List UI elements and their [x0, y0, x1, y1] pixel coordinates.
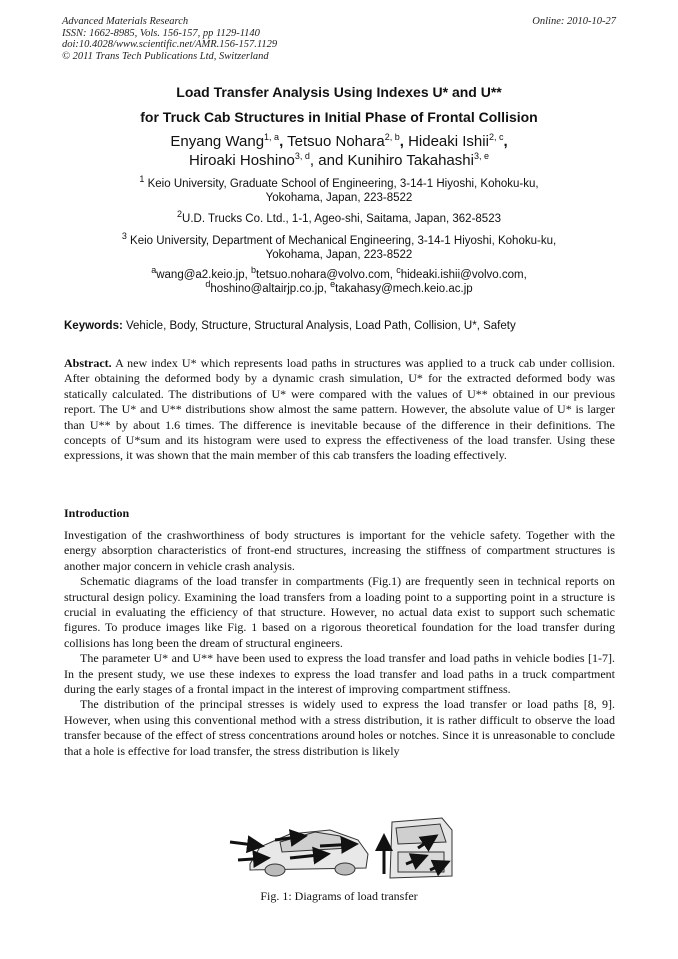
- truck-cab-diagram: [390, 818, 452, 878]
- keywords: [64, 320, 516, 332]
- paragraph: The distribution of the principal stresses is widely used to express the load transfer or load paths [8, 9]. However, when using this conventional method with a stress distribution, it is rather difficult to observe the load transfer because of the effect of stress concentrations around holes or notches. Since it is unreasonable to conclude that a hole is effective for load transfer, the stress distribution is likely: [64, 697, 615, 758]
- affiliation-3: [40, 231, 638, 262]
- email-sup: d: [205, 279, 211, 290]
- author-line-1: [40, 132, 638, 151]
- author-separator: ,: [503, 133, 508, 150]
- paragraph: The parameter U* and U** have been used to express the load transfer and load paths in vehicle bodies [1-7]. In the present study, we use these indexes to express the load transfer and load paths in a truck compartment during the early stages of a frontal impact in the interest of improving compartment stiffness.: [64, 651, 615, 697]
- affiliation-1: [40, 174, 638, 205]
- affiliation-num: 3: [121, 231, 127, 242]
- abstract: [64, 356, 615, 464]
- email-sup: e: [330, 279, 336, 290]
- author-sup: 2, b: [384, 132, 400, 142]
- paragraph: Schematic diagrams of the load transfer in compartments (Fig.1) are frequently seen in technical reports on structural design policy. Examining the load transfers from a loading point to a supporting point in a structure is crucial in evaluating the efficiency of that structure. However, no actual data exist to support such schematic figures. To produce images like Fig. 1 based on a rigorous theoretical foundation for the load transfer during collisions has long been the dream of structural engineers.: [64, 574, 615, 650]
- affiliation-num: 1: [139, 174, 145, 185]
- section-heading: Introduction: [64, 506, 130, 520]
- author-and: , and: [309, 152, 344, 169]
- affiliation-text: Yokohama, Japan, 223-8522: [265, 192, 413, 204]
- email-sup: a: [151, 265, 157, 276]
- email-link[interactable]: tetsuo.nohara@volvo.com,: [256, 269, 393, 281]
- figure-caption: Fig. 1: Diagrams of load transfer: [260, 889, 418, 903]
- paper-title-line1: Load Transfer Analysis Using Indexes U* and U**: [176, 84, 502, 100]
- email-sup: c: [396, 265, 401, 276]
- author-name: Kunihiro Takahashi: [347, 152, 474, 169]
- author-sup: 1, a: [264, 132, 280, 142]
- online-date: Online: 2010-10-27: [532, 16, 616, 27]
- affiliation-text: Keio University, Department of Mechanical Engineering, 3-14-1 Hiyoshi, Kohoku-ku,: [130, 235, 557, 247]
- abstract-label: Abstract.: [64, 356, 112, 370]
- email-link[interactable]: wang@a2.keio.jp,: [156, 269, 248, 281]
- affiliation-text: U.D. Trucks Co. Ltd., 1-1, Ageo-shi, Saitama, Japan, 362-8523: [182, 213, 501, 225]
- author-sup: 3, d: [294, 151, 310, 161]
- journal-header: [62, 16, 277, 62]
- author-sup: 3, e: [473, 151, 489, 161]
- email-link[interactable]: hideaki.ishii@volvo.com,: [400, 269, 527, 281]
- author-separator: ,: [279, 133, 284, 150]
- affiliation-text: Keio University, Graduate School of Engineering, 3-14-1 Hiyoshi, Kohoku-ku,: [147, 178, 539, 190]
- abstract-text: A new index U* which represents load paths in structures was applied to a truck cab under collision. After obtaining the deformed body by a dynamic crash simulation, U* for the extracted deformed body was statically calculated. The distributions of U* were compared with the values of U** obtained in our previous report. The U* and U** distributions show almost the same pattern. However, the absolute value of U* is larger than U** by about 1.6 times. The difference is inevitable because of the difference in their definitions. The concepts of U*sum and its histogram were used to express the effectiveness of the load transfer. Using these expressions, it was shown that the main member of this cab transfers the loading effectively.: [64, 356, 615, 463]
- author-line-2: [40, 151, 638, 170]
- paper-title-line2: for Truck Cab Structures in Initial Phase of Frontal Collision: [140, 109, 538, 125]
- author-sup: 2, c: [488, 132, 504, 142]
- journal-doi[interactable]: doi:10.4028/www.scientific.net/AMR.156-157.1129: [62, 39, 278, 50]
- author-separator: ,: [399, 133, 404, 150]
- journal-name: Advanced Materials Research: [62, 16, 189, 27]
- figure-1: [220, 802, 460, 884]
- journal-issn: ISSN: 1662-8985, Vols. 156-157, pp 1129-1140: [62, 27, 260, 39]
- keywords-label: Keywords:: [64, 320, 123, 332]
- paragraph: Investigation of the crashworthiness of body structures is important for the vehicle safety. Together with the energy absorption characteristics of front-end structures, increasing the stiffness of compartment structures is another major concern in vehicle crash analysis.: [64, 528, 615, 573]
- email-sup: b: [251, 265, 257, 276]
- keywords-text: Vehicle, Body, Structure, Structural Analysis, Load Path, Collision, U*, Safety: [126, 320, 516, 332]
- affiliation-text: Yokohama, Japan, 223-8522: [265, 249, 413, 261]
- load-transfer-diagram: [220, 802, 460, 884]
- email-link[interactable]: takahasy@mech.keio.ac.jp: [335, 283, 473, 295]
- email-block: [40, 265, 638, 296]
- journal-copyright: © 2011 Trans Tech Publications Ltd, Switzerland: [62, 50, 269, 62]
- affiliation-num: 2: [177, 209, 183, 220]
- author-name: Tetsuo Nohara: [287, 133, 385, 150]
- author-name: Hiroaki Hoshino: [189, 152, 295, 169]
- author-name: Hideaki Ishii: [408, 133, 489, 150]
- car-diagram: [250, 830, 368, 876]
- affiliation-2: [40, 209, 638, 226]
- author-name: Enyang Wang: [170, 133, 265, 150]
- introduction-body: [64, 528, 615, 759]
- email-link[interactable]: hoshino@altairjp.co.jp,: [210, 283, 327, 295]
